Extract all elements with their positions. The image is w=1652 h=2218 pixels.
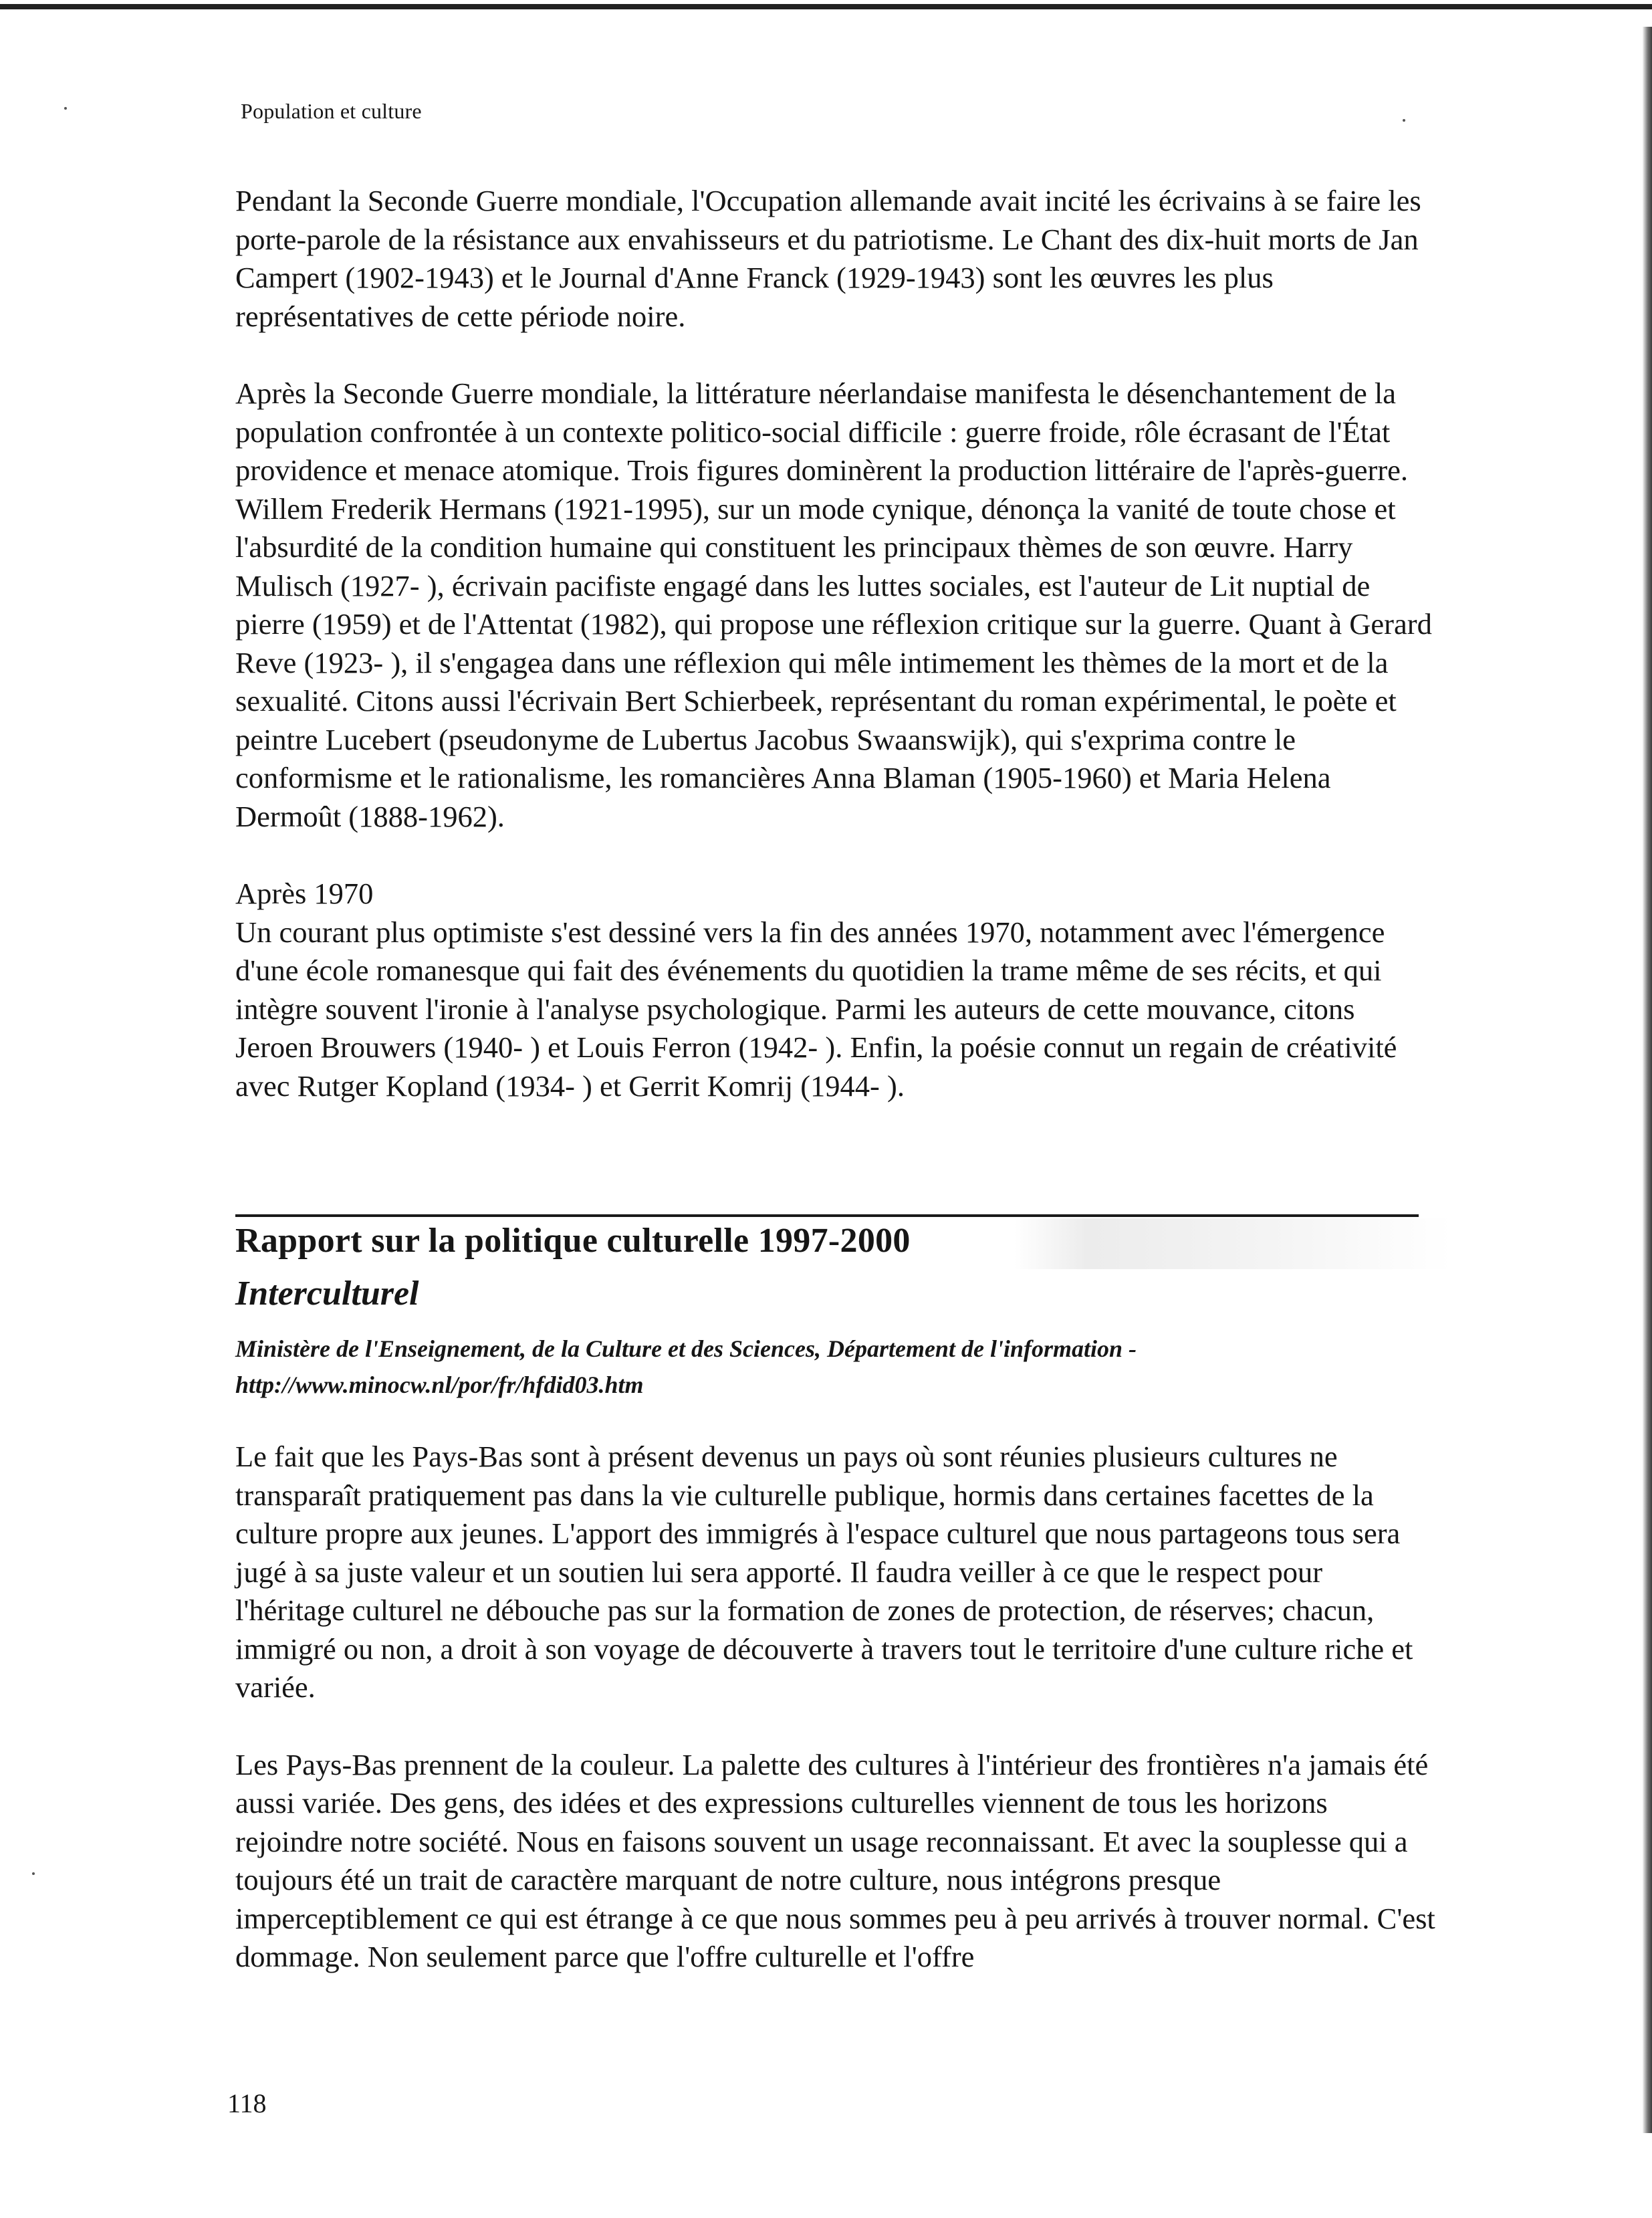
source-attribution xyxy=(235,1331,1439,1403)
body-text-upper xyxy=(235,182,1432,1105)
scan-speck xyxy=(32,1872,35,1875)
section-divider xyxy=(235,1214,1419,1217)
page-number: 118 xyxy=(227,2088,267,2118)
paragraph-multicultural: Le fait que les Pays-Bas sont à présent devenus un pays où sont réunies plusieurs cultures ne transparaît pratiquement pas dans la vie culturelle publique, hormis dans certaines facettes de la culture propre aux jeunes. L'apport des immigrés à l'espace culturel que nous partageons tous sera jugé à sa juste valeur et un soutien lui sera apporté. Il faudra veiller à ce que le respect pour l'héritage culturel ne débouche pas sur la formation de zones de protection, de réserves; chacun, immigré ou non, a droit à son voyage de découverte à travers tout le territoire d'une culture riche et variée. xyxy=(235,1440,1413,1704)
subhead-after-1970: Après 1970 xyxy=(235,877,374,910)
running-head: Population et culture xyxy=(241,99,422,123)
paragraph-colour: Les Pays-Bas prennent de la couleur. La palette des cultures à l'intérieur des frontières n'a jamais été aussi variée. Des gens, des idées et des expressions culturelles viennent de tous les horizons rejoindre notre société. Nous en faisons souvent un usage reconnaissant. Et avec la souplesse qui a toujours été un trait de caractère marquant de notre culture, nous intégrons presque imperceptiblement ce qui est étrange à ce que nous sommes peu à peu arrivés à trouver normal. C'est dommage. Non seulement parce que l'offre culturelle et l'offre xyxy=(235,1747,1435,1973)
paragraph-after-1970: Un courant plus optimiste s'est dessiné vers la fin des années 1970, notamment avec l'émergence d'une école romanesque qui fait des événements du quotidien la trame même de ses récits, et qui intègre souvent l'ironie à l'analyse psychologique. Parmi les auteurs de cette mouvance, citons Jeroen Brouwers (1940- ) et Louis Ferron (1942- ). Enfin, la poésie connut un regain de créativité avec Rutger Kopland (1934- ) et Gerrit Komrij (1944- ). xyxy=(235,915,1397,1103)
scan-speck xyxy=(1403,119,1405,122)
scan-speck xyxy=(64,107,67,110)
paragraph-post-war: Après la Seconde Guerre mondiale, la littérature néerlandaise manifesta le désenchantement de la population confrontée à un contexte politico-social difficile : guerre froide, rôle écrasant de l'État providence et menace atomique. Trois figures dominèrent la production littéraire de l'après-guerre. Willem Frederik Hermans (1921-1995), sur un mode cynique, dénonça la vanité de toute chose et l'absurdité de la condition humaine qui constituent les principaux thèmes de son œuvre. Harry Mulisch (1927- ), écrivain pacifiste engagé dans les luttes sociales, est l'auteur de Lit nuptial de pierre (1959) et de l'Attentat (1982), qui propose une réflexion critique sur la guerre. Quant à Gerard Reve (1923- ), il s'engagea dans une réflexion qui mêle intimement les thèmes de la mort et de la sexualité. Citons aussi l'écrivain Bert Schierbeek, représentant du roman expérimental, le poète et peintre Lucebert (pseudonyme de Lubertus Jacobus Swaanswijk), qui s'exprima contre le conformisme et le rationalisme, les romancières Anna Blaman (1905-1960) et Maria Helena Dermoût (1888-1962). xyxy=(235,376,1432,833)
scan-top-edge xyxy=(0,4,1652,9)
paragraph-occupation: Pendant la Seconde Guerre mondiale, l'Occupation allemande avait incité les écrivains à se faire les porte-parole de la résistance aux envahisseurs et du patriotisme. Le Chant des dix-huit morts de Jan Campert (1902-1943) et le Journal d'Anne Franck (1929-1943) sont les œuvres les plus représentatives de cette période noire. xyxy=(235,184,1421,333)
source-ministry: Ministère de l'Enseignement, de la Culture et des Sciences, Département de l'information - xyxy=(235,1335,1137,1362)
section-title: Rapport sur la politique culturelle 1997-2000 xyxy=(235,1222,911,1260)
section-title-band xyxy=(235,1218,1452,1269)
scan-right-edge xyxy=(1643,27,1652,2133)
source-url: http://www.minocw.nl/por/fr/hfdid03.htm xyxy=(235,1371,644,1398)
body-text-lower xyxy=(235,1438,1439,1977)
section-subtitle: Interculturel xyxy=(235,1274,419,1313)
